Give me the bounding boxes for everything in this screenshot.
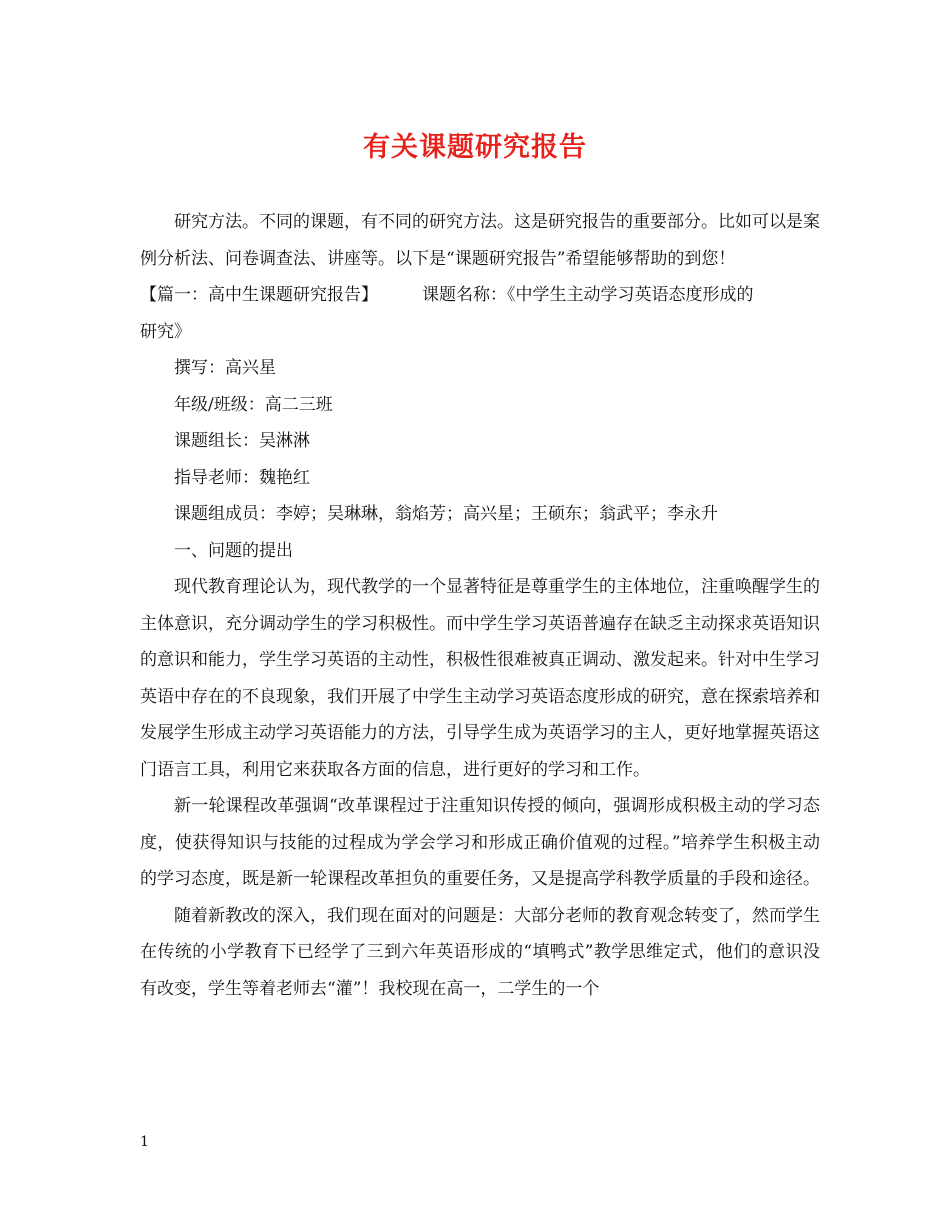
paragraph-3: 随着新教改的深入，我们现在面对的问题是：大部分老师的教育观念转变了，然而学生在传统的小学教育下已经学了三到六年英语形成的“填鸭式”教学思维定式，他们的意识没有改变，学生等着老师去“灌”！我校现在高一，二学生的一个 [140, 905, 820, 999]
section-heading-row [140, 277, 820, 314]
members-line: 课题组成员：李婷；吴琳琳，翁焰芳；高兴星；王硕东；翁武平；李永升 [174, 504, 718, 524]
paragraph-2: 新一轮课程改革强调“改革课程过于注重知识传授的倾向，强调形成积极主动的学习态度，使获得知识与技能的过程成为学会学习和形成正确价值观的过程。”培养学生积极主动的学习态度，既是新一轮课程改革担负的重要任务，又是提高学科教学质量的手段和途径。 [140, 796, 820, 889]
document-body [140, 204, 820, 1007]
paragraph-1: 现代教育理论认为，现代教学的一个显著特征是尊重学生的主体地位，注重唤醒学生的主体意识，充分调动学生的学习积极性。而中学生学习英语普遍存在缺乏主动探求英语知识的意识和能力，学生学习英语的主动性，积极性很难被真正调动、激发起来。针对中生学习英语中存在的不良现象，我们开展了中学生主动学习英语态度形成的研究，意在探索培养和发展学生形成主动学习英语能力的方法，引导学生成为英语学习的主人，更好地掌握英语这门语言工具，利用它来获取各方面的信息，进行更好的学习和工作。 [140, 577, 820, 780]
topic-name-continued: 研究》 [140, 321, 191, 342]
page-number: 1 [140, 1134, 149, 1150]
author-line: 撰写：高兴星 [174, 358, 276, 378]
document-title: 有关课题研究报告 [363, 132, 587, 163]
section-label: 【篇一：高中生课题研究报告】 [140, 285, 378, 305]
topic-name: 课题名称：《中学生主动学习英语态度形成的 [422, 285, 754, 305]
advisor-line: 指导老师：魏艳红 [174, 467, 310, 488]
section-heading-1: 一、问题的提出 [174, 540, 293, 561]
leader-line: 课题组长：吴淋淋 [174, 431, 310, 451]
grade-line: 年级/班级：高二三班 [174, 394, 333, 415]
intro-paragraph: 研究方法。不同的课题，有不同的研究方法。这是研究报告的重要部分。比如可以是案例分析法、问卷调查法、讲座等。以下是“课题研究报告”希望能够帮助的到您！ [140, 212, 820, 269]
